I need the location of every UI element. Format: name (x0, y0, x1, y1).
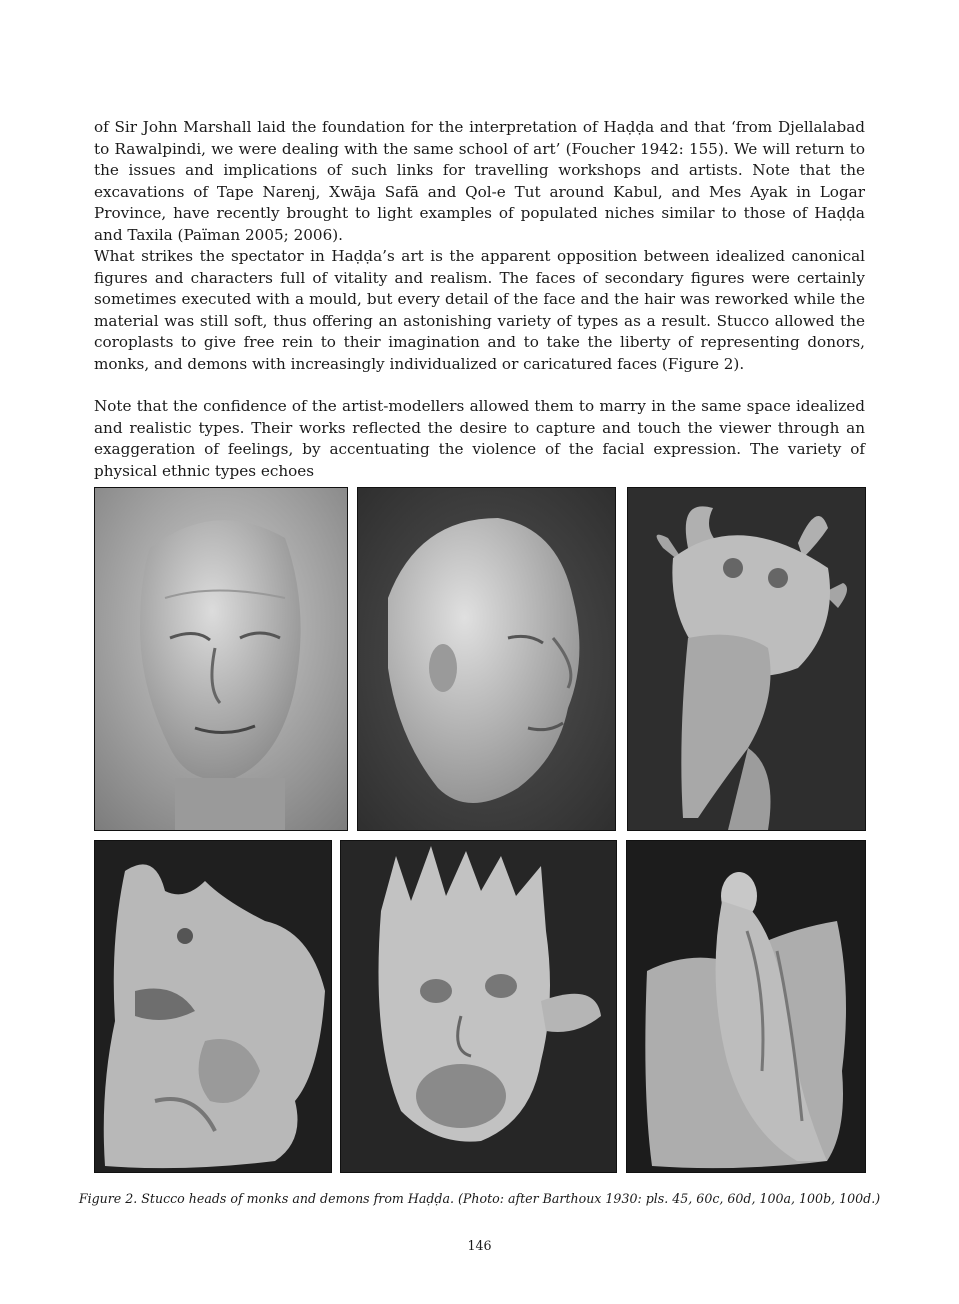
figure-caption: Figure 2. Stucco heads of monks and demons from Haḍḍa. (Photo: after Barthoux 1930: pls. 45, 60c, 60d, 100a, 100b, 100d.) (78, 1191, 881, 1206)
body-paragraph-2: What strikes the spectator in Haḍḍa’s art is the apparent opposition between idealized canonical figures and characters full of vitality and realism. The faces of secondary figures were certainly sometimes executed with a mould, but every detail of the face and the hair was reworked while the material was still soft, thus offering an astonishing variety of types as a result. Stucco allowed the coroplasts to give free rein to their imagination and to take the liberty of representing donors, monks, and demons with increasingly individualized or caricatured faces (Figure 2). (94, 247, 865, 373)
photo-demon-spiky-hair (340, 840, 617, 1173)
page-number: 146 (467, 1238, 492, 1253)
body-paragraph-3: Note that the confidence of the artist-modellers allowed them to marry in the same space idealized and realistic types. Their works reflected the desire to capture and touch the viewer through an exaggeration of feelings, by accentuating the violence of the facial expression. The variety of physical ethnic types echoes (94, 397, 865, 480)
body-paragraph-1: of Sir John Marshall laid the foundation for the interpretation of Haḍḍa and that ‘from Djellalabad to Rawalpindi, we were dealing with the same school of art’ (Foucher 1942: 155). We will return to the issues and implications of such links for travelling workshops and artists. Note that the excavations of Tape Narenj, Xwāja Safā and Qol-e Tut around Kabul, and Mes Ayak in Logar Province, have recently brought to light examples of populated niches similar to those of Haḍḍa and Taxila (Païman 2005; 2006). (94, 118, 865, 244)
photo-demon-horned (627, 487, 866, 831)
photo-monk-head-profile (357, 487, 616, 831)
photo-figure-relief (626, 840, 866, 1173)
photo-demon-biting (94, 840, 332, 1173)
photo-monk-head-elderly (94, 487, 348, 831)
